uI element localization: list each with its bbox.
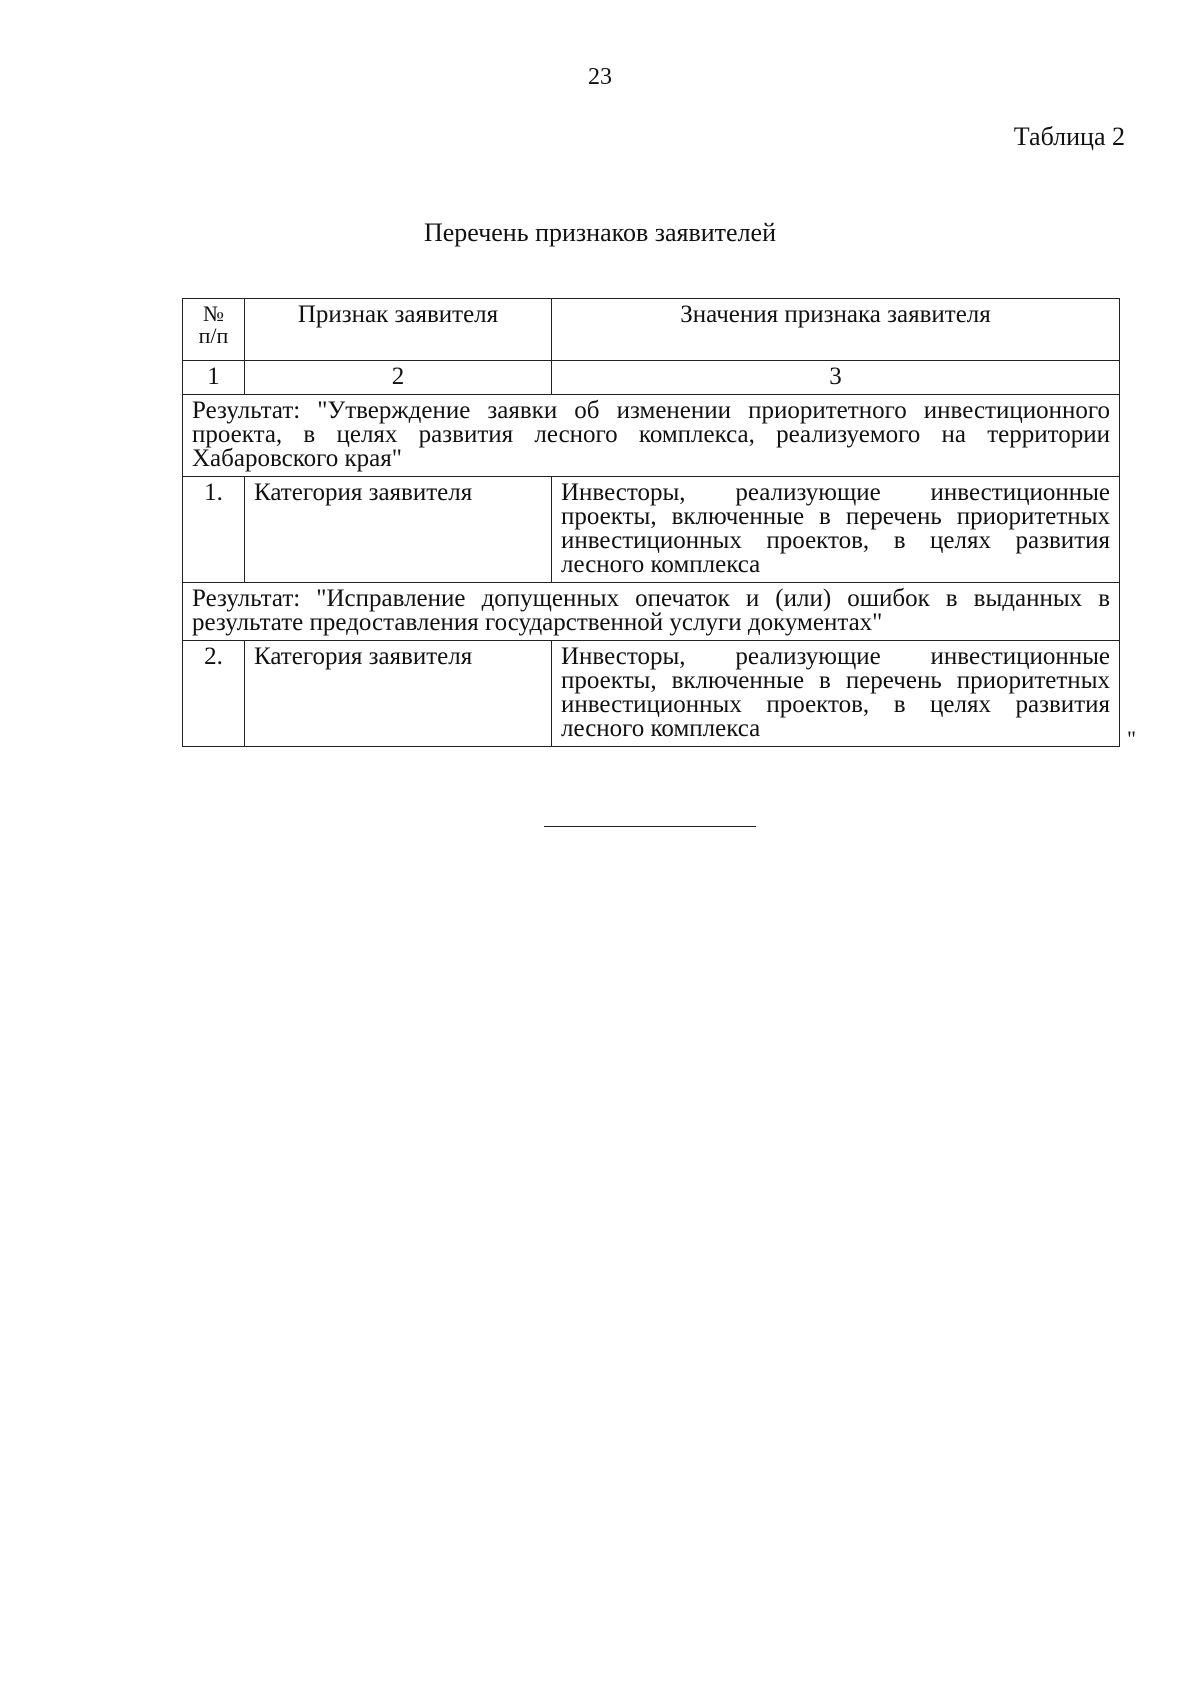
table-row xyxy=(183,477,1120,583)
closing-quote: " xyxy=(1127,726,1136,751)
document-title: Перечень признаков заявителей xyxy=(423,218,777,247)
row-number: 1. xyxy=(183,477,245,583)
result-row xyxy=(183,583,1120,641)
header-num: № п/п xyxy=(183,299,245,361)
table-caption: Таблица 2 xyxy=(1013,122,1125,151)
header-value: Значения признака заявителя xyxy=(552,299,1120,361)
end-separator-line xyxy=(544,826,756,827)
row-sign: Категория заявителя xyxy=(245,477,552,583)
applicant-signs-table xyxy=(182,298,1120,747)
table-header-row xyxy=(183,299,1120,361)
result-row xyxy=(183,395,1120,477)
result-cell: Результат: "Исправление допущенных опечаток и (или) ошибок в выданных в результате предоставления государственной услуги документах" xyxy=(183,583,1120,641)
row-value: Инвесторы, реализующие инвестиционные проекты, включенные в перечень приоритетных инвестиционных проектов, в целях развития лесного комплекса xyxy=(552,477,1120,583)
page-number: 23 xyxy=(588,64,612,90)
table-row xyxy=(183,641,1120,747)
column-index-row xyxy=(183,361,1120,395)
column-index-cell: 3 xyxy=(552,361,1120,395)
header-sign: Признак заявителя xyxy=(245,299,552,361)
column-index-cell: 2 xyxy=(245,361,552,395)
result-cell: Результат: "Утверждение заявки об изменении приоритетного инвестиционного проекта, в целях развития лесного комплекса, реализуемого на территории Хабаровского края" xyxy=(183,395,1120,477)
row-sign: Категория заявителя xyxy=(245,641,552,747)
row-number: 2. xyxy=(183,641,245,747)
row-value: Инвесторы, реализующие инвестиционные проекты, включенные в перечень приоритетных инвестиционных проектов, в целях развития лесного комплекса xyxy=(552,641,1120,747)
column-index-cell: 1 xyxy=(183,361,245,395)
